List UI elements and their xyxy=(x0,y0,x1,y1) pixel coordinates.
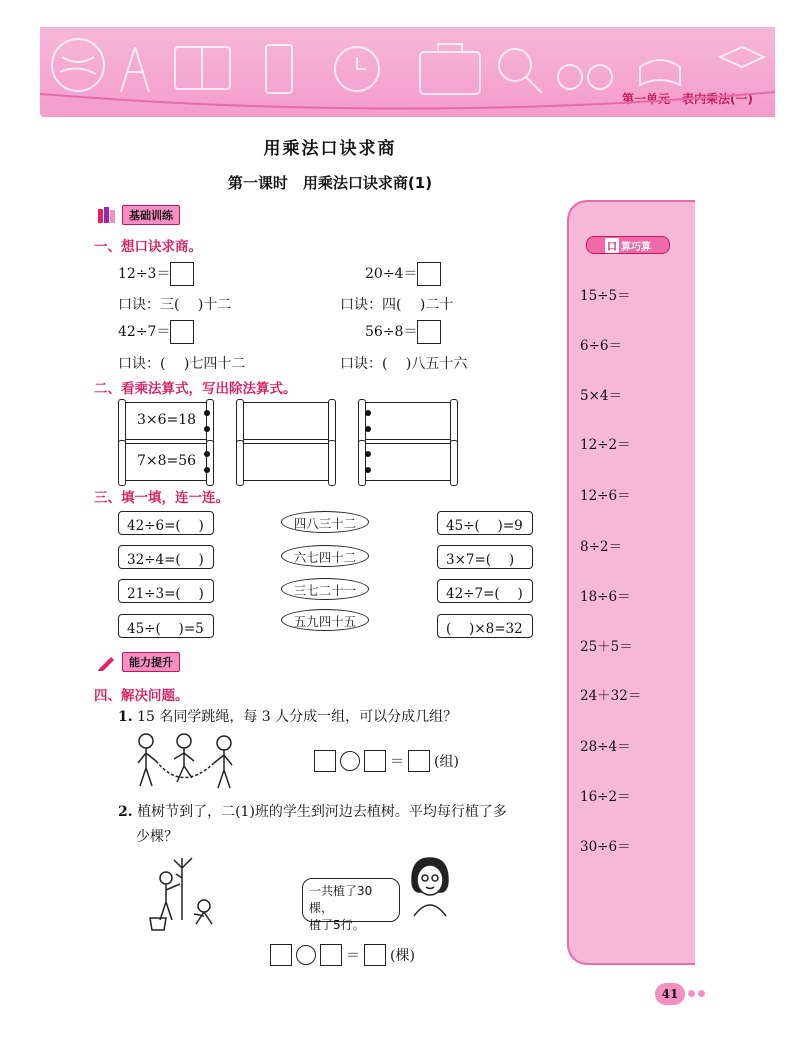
scroll-box-blank[interactable] xyxy=(240,402,332,440)
bubble-line: 一共植了30棵， xyxy=(309,884,373,915)
right-equation[interactable]: 3×7=( ) xyxy=(437,545,533,569)
bubble-line: 植了5行。 xyxy=(309,918,365,932)
problem-text: 植树节到了，二(1)班的学生到河边去植树。平均每行植了多 xyxy=(137,804,507,820)
question-text: 20÷4＝ xyxy=(365,266,418,282)
problem-1 xyxy=(118,706,457,726)
drill-item: 12÷6＝ xyxy=(580,488,631,504)
pencil-icon xyxy=(96,653,118,671)
rhyme-1: 口诀：三( )十二 xyxy=(118,297,232,313)
tree-planting-illustration xyxy=(142,848,224,932)
answer-box[interactable] xyxy=(170,262,194,286)
answer-box[interactable] xyxy=(408,750,430,772)
drill-item: 25＋5＝ xyxy=(580,639,633,655)
problem-text: 15 名同学跳绳，每 3 人分成一组，可以分成几组？ xyxy=(137,709,458,725)
section-title-2: 二、看乘法算式，写出除法算式。 xyxy=(94,381,297,397)
magnifier-icon xyxy=(499,49,531,81)
link-dot xyxy=(204,467,210,473)
unit-label: (组) xyxy=(434,754,459,770)
rhyme-oval[interactable]: 五九四十五 xyxy=(281,609,369,631)
rhyme-3: 口诀：( )七四十二 xyxy=(118,356,246,372)
problem-2 xyxy=(118,801,507,821)
scroll-box xyxy=(122,402,210,440)
drill-item: 8÷2＝ xyxy=(580,539,622,555)
question-text: 12÷3＝ xyxy=(118,266,171,282)
drill-item: 15÷5＝ xyxy=(580,288,631,304)
page-number-dots xyxy=(688,990,705,997)
page-title: 用乘法口诀求商 xyxy=(263,139,397,159)
operator-circle[interactable] xyxy=(296,945,316,965)
multiplication-expression: 3×6=18 xyxy=(137,412,197,428)
section-title-1: 一、想口诀求商。 xyxy=(94,239,202,255)
scroll-box-blank[interactable] xyxy=(362,443,454,481)
lesson-title: 第一课时 用乘法口诀求商(1) xyxy=(227,174,433,192)
scroll-box xyxy=(122,443,210,481)
open-book-icon xyxy=(640,60,680,85)
basic-training-badge xyxy=(96,205,180,225)
right-equation[interactable]: ( )×8=32 xyxy=(437,614,533,638)
unit-label: 第一单元 表内乘法(一) xyxy=(622,92,753,106)
drill-item: 6÷6＝ xyxy=(580,338,622,354)
operator-circle[interactable] xyxy=(340,751,360,771)
answer-box[interactable] xyxy=(314,750,336,772)
section-title-4: 四、解决问题。 xyxy=(94,688,189,704)
answer-box[interactable] xyxy=(320,944,342,966)
question-3 xyxy=(118,320,194,344)
answer-box[interactable] xyxy=(417,320,441,344)
drill-item: 18÷6＝ xyxy=(580,589,631,605)
question-text: 56÷8＝ xyxy=(365,324,418,340)
banner-curve xyxy=(40,84,775,124)
problem-number: 2. xyxy=(118,804,133,820)
right-equation[interactable]: 45÷( )=9 xyxy=(437,511,533,535)
left-equation[interactable]: 45÷( )=5 xyxy=(118,614,214,638)
question-1 xyxy=(118,262,194,286)
rhyme-oval[interactable]: 三七二十一 xyxy=(281,578,369,600)
badge-label: 基础训练 xyxy=(122,205,180,225)
left-equation[interactable]: 32÷4=( ) xyxy=(118,545,214,569)
drill-item: 5×4＝ xyxy=(580,388,622,404)
badge-label: 能力提升 xyxy=(122,652,180,672)
drill-item: 16÷2＝ xyxy=(580,789,631,805)
link-dot xyxy=(204,451,210,457)
link-dot xyxy=(365,426,371,432)
question-2 xyxy=(365,262,441,286)
link-dot xyxy=(204,426,210,432)
rhyme-2: 口诀：四( )二十 xyxy=(340,297,454,313)
link-dot xyxy=(204,410,210,416)
mental-math-badge xyxy=(586,236,670,254)
books-icon xyxy=(96,206,118,224)
badge-text: 算巧算 xyxy=(621,241,651,253)
rhyme-oval[interactable]: 六七四十二 xyxy=(281,545,369,567)
page-number: 41 xyxy=(655,983,685,1005)
scroll-box-blank[interactable] xyxy=(240,443,332,481)
answer-box[interactable] xyxy=(270,944,292,966)
link-dot xyxy=(365,467,371,473)
drill-item: 24＋32＝ xyxy=(580,688,642,704)
left-equation[interactable]: 21÷3=( ) xyxy=(118,579,214,603)
question-text: 42÷7＝ xyxy=(118,324,171,340)
graduation-cap-icon xyxy=(720,47,764,67)
answer-box[interactable] xyxy=(417,262,441,286)
ability-badge xyxy=(96,652,180,672)
scroll-box-blank[interactable] xyxy=(362,402,454,440)
equals-sign: ＝ xyxy=(390,754,404,770)
answer-box[interactable] xyxy=(170,320,194,344)
drill-item: 30÷6＝ xyxy=(580,839,631,855)
answer-equation-2 xyxy=(270,944,415,966)
answer-equation-1 xyxy=(314,750,459,772)
answer-box[interactable] xyxy=(364,944,386,966)
rhyme-4: 口诀：( )八五十六 xyxy=(340,356,468,372)
section-title-3: 三、填一填，连一连。 xyxy=(94,490,229,506)
right-equation[interactable]: 42÷7=( ) xyxy=(437,579,533,603)
badge-tag: 口 xyxy=(605,238,619,253)
teacher-illustration xyxy=(404,856,456,918)
answer-box[interactable] xyxy=(364,750,386,772)
multiplication-expression: 7×8=56 xyxy=(137,453,197,469)
link-dot xyxy=(365,410,371,416)
rhyme-oval[interactable]: 四八三十二 xyxy=(281,511,369,533)
equals-sign: ＝ xyxy=(346,948,360,964)
problem-2-continued: 少棵？ xyxy=(136,829,178,845)
link-dot xyxy=(365,451,371,457)
speech-bubble xyxy=(302,878,400,932)
question-4 xyxy=(365,320,441,344)
left-equation[interactable]: 42÷6=( ) xyxy=(118,511,214,535)
problem-number: 1. xyxy=(118,709,133,725)
unit-label: (棵) xyxy=(390,948,415,964)
drill-item: 12÷2＝ xyxy=(580,437,631,453)
jump-rope-children-illustration xyxy=(132,731,240,793)
drill-item: 28÷4＝ xyxy=(580,739,631,755)
